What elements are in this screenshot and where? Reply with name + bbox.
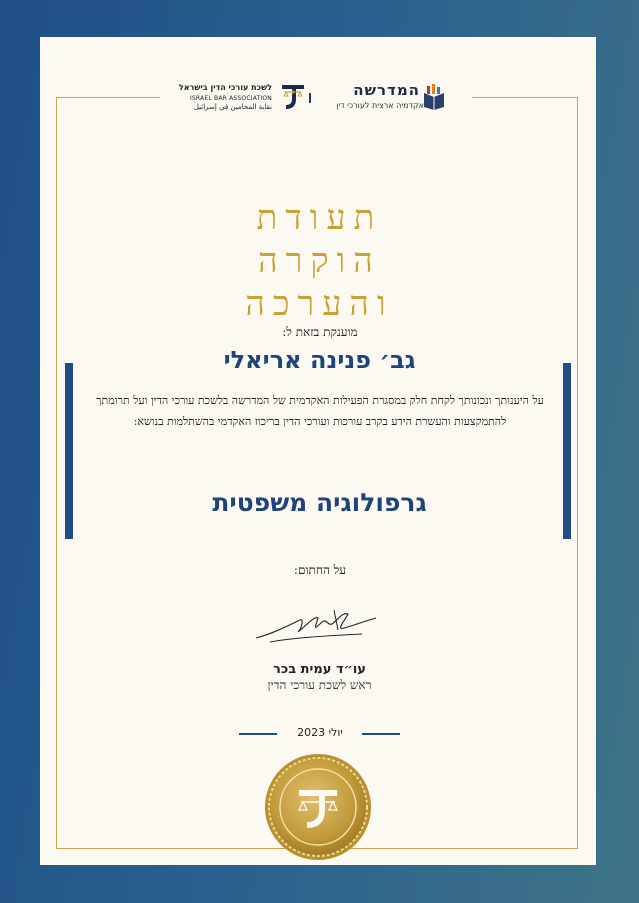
certificate-body: על היענותך ונכונותך לקחת חלק במסגרת הפעילות האקדמית של המדרשה בלשכת עורכי הדין ועל תרומתך להתמקצעות והעשרת הידע בקרב עורכות ועורכי הדין בריכוז האקדמי בהשתלמות בנושא: <box>96 394 544 428</box>
bar-association-logo <box>170 77 310 117</box>
book-icon <box>422 83 446 111</box>
certificate-title-line-1: תעודת <box>256 198 383 238</box>
date-divider-left <box>239 733 277 735</box>
date-divider-right <box>362 733 400 735</box>
academy-subtitle: אקדמיה ארצית לעורכי דין <box>336 101 424 110</box>
recipient-name: גב׳ פנינה אריאלי <box>223 346 416 374</box>
scales-emblem-icon <box>276 79 310 113</box>
certificate-title-line-3: והערכה <box>245 284 394 324</box>
scales-seal-icon <box>263 752 373 862</box>
bar-name-he: לשכת עורכי הדין בישראל <box>178 83 272 92</box>
academy-title: המדרשה <box>353 81 420 99</box>
bar-name-en: ISRAEL BAR ASSOCIATION <box>189 95 272 102</box>
certificate-date: יולי 2023 <box>297 726 343 739</box>
handwritten-signature <box>252 604 382 652</box>
signer-role: ראש לשכת עורכי הדין <box>267 678 372 692</box>
logo-separator <box>309 93 311 103</box>
signed-label: על החתום: <box>293 563 347 577</box>
academy-logo <box>322 77 446 117</box>
bar-name-ar: نقابة المحامين في إسرائيل <box>193 103 272 111</box>
signer-name: עו״ד עמית בכר <box>273 662 366 677</box>
certificate-title-line-2: הוקרה <box>258 241 381 281</box>
course-subject: גרפולוגיה משפטית <box>212 488 427 517</box>
awarded-to-label: מוענקת בזאת ל: <box>282 325 358 339</box>
